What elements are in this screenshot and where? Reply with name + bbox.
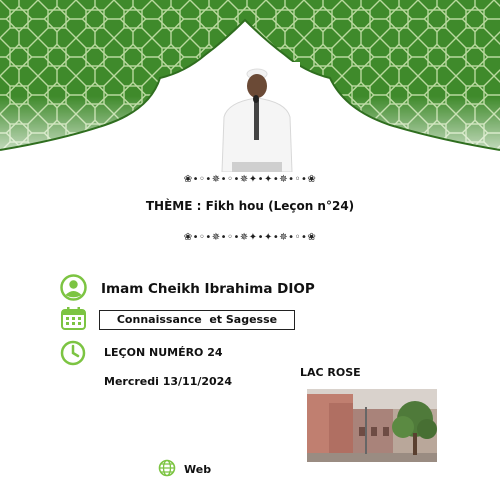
- ornament-divider-top: ❀•◦•✵•◦•✵✦•✦•✵•◦•❀: [183, 174, 317, 185]
- web-link[interactable]: Web: [184, 463, 212, 476]
- series-title-box: Connaissance et Sagesse: [99, 310, 295, 330]
- speaker-photo: [214, 62, 300, 172]
- lesson-date: Mercredi 13/11/2024: [104, 375, 232, 388]
- lesson-number: LEÇON NUMÉRO 24: [104, 346, 223, 359]
- ornament-divider-bottom: ❀•◦•✵•◦•✵✦•✦•✵•◦•❀: [183, 232, 317, 243]
- theme-title: THÈME : Fikh hou (Leçon n°24): [145, 199, 355, 213]
- calendar-icon: [60, 306, 87, 331]
- location-label: LAC ROSE: [300, 366, 361, 379]
- globe-icon: [158, 459, 176, 477]
- person-circle-icon: [60, 274, 87, 301]
- clock-icon: [60, 340, 86, 366]
- imam-name: Imam Cheikh Ibrahima DIOP: [101, 281, 315, 297]
- location-photo: [307, 389, 437, 462]
